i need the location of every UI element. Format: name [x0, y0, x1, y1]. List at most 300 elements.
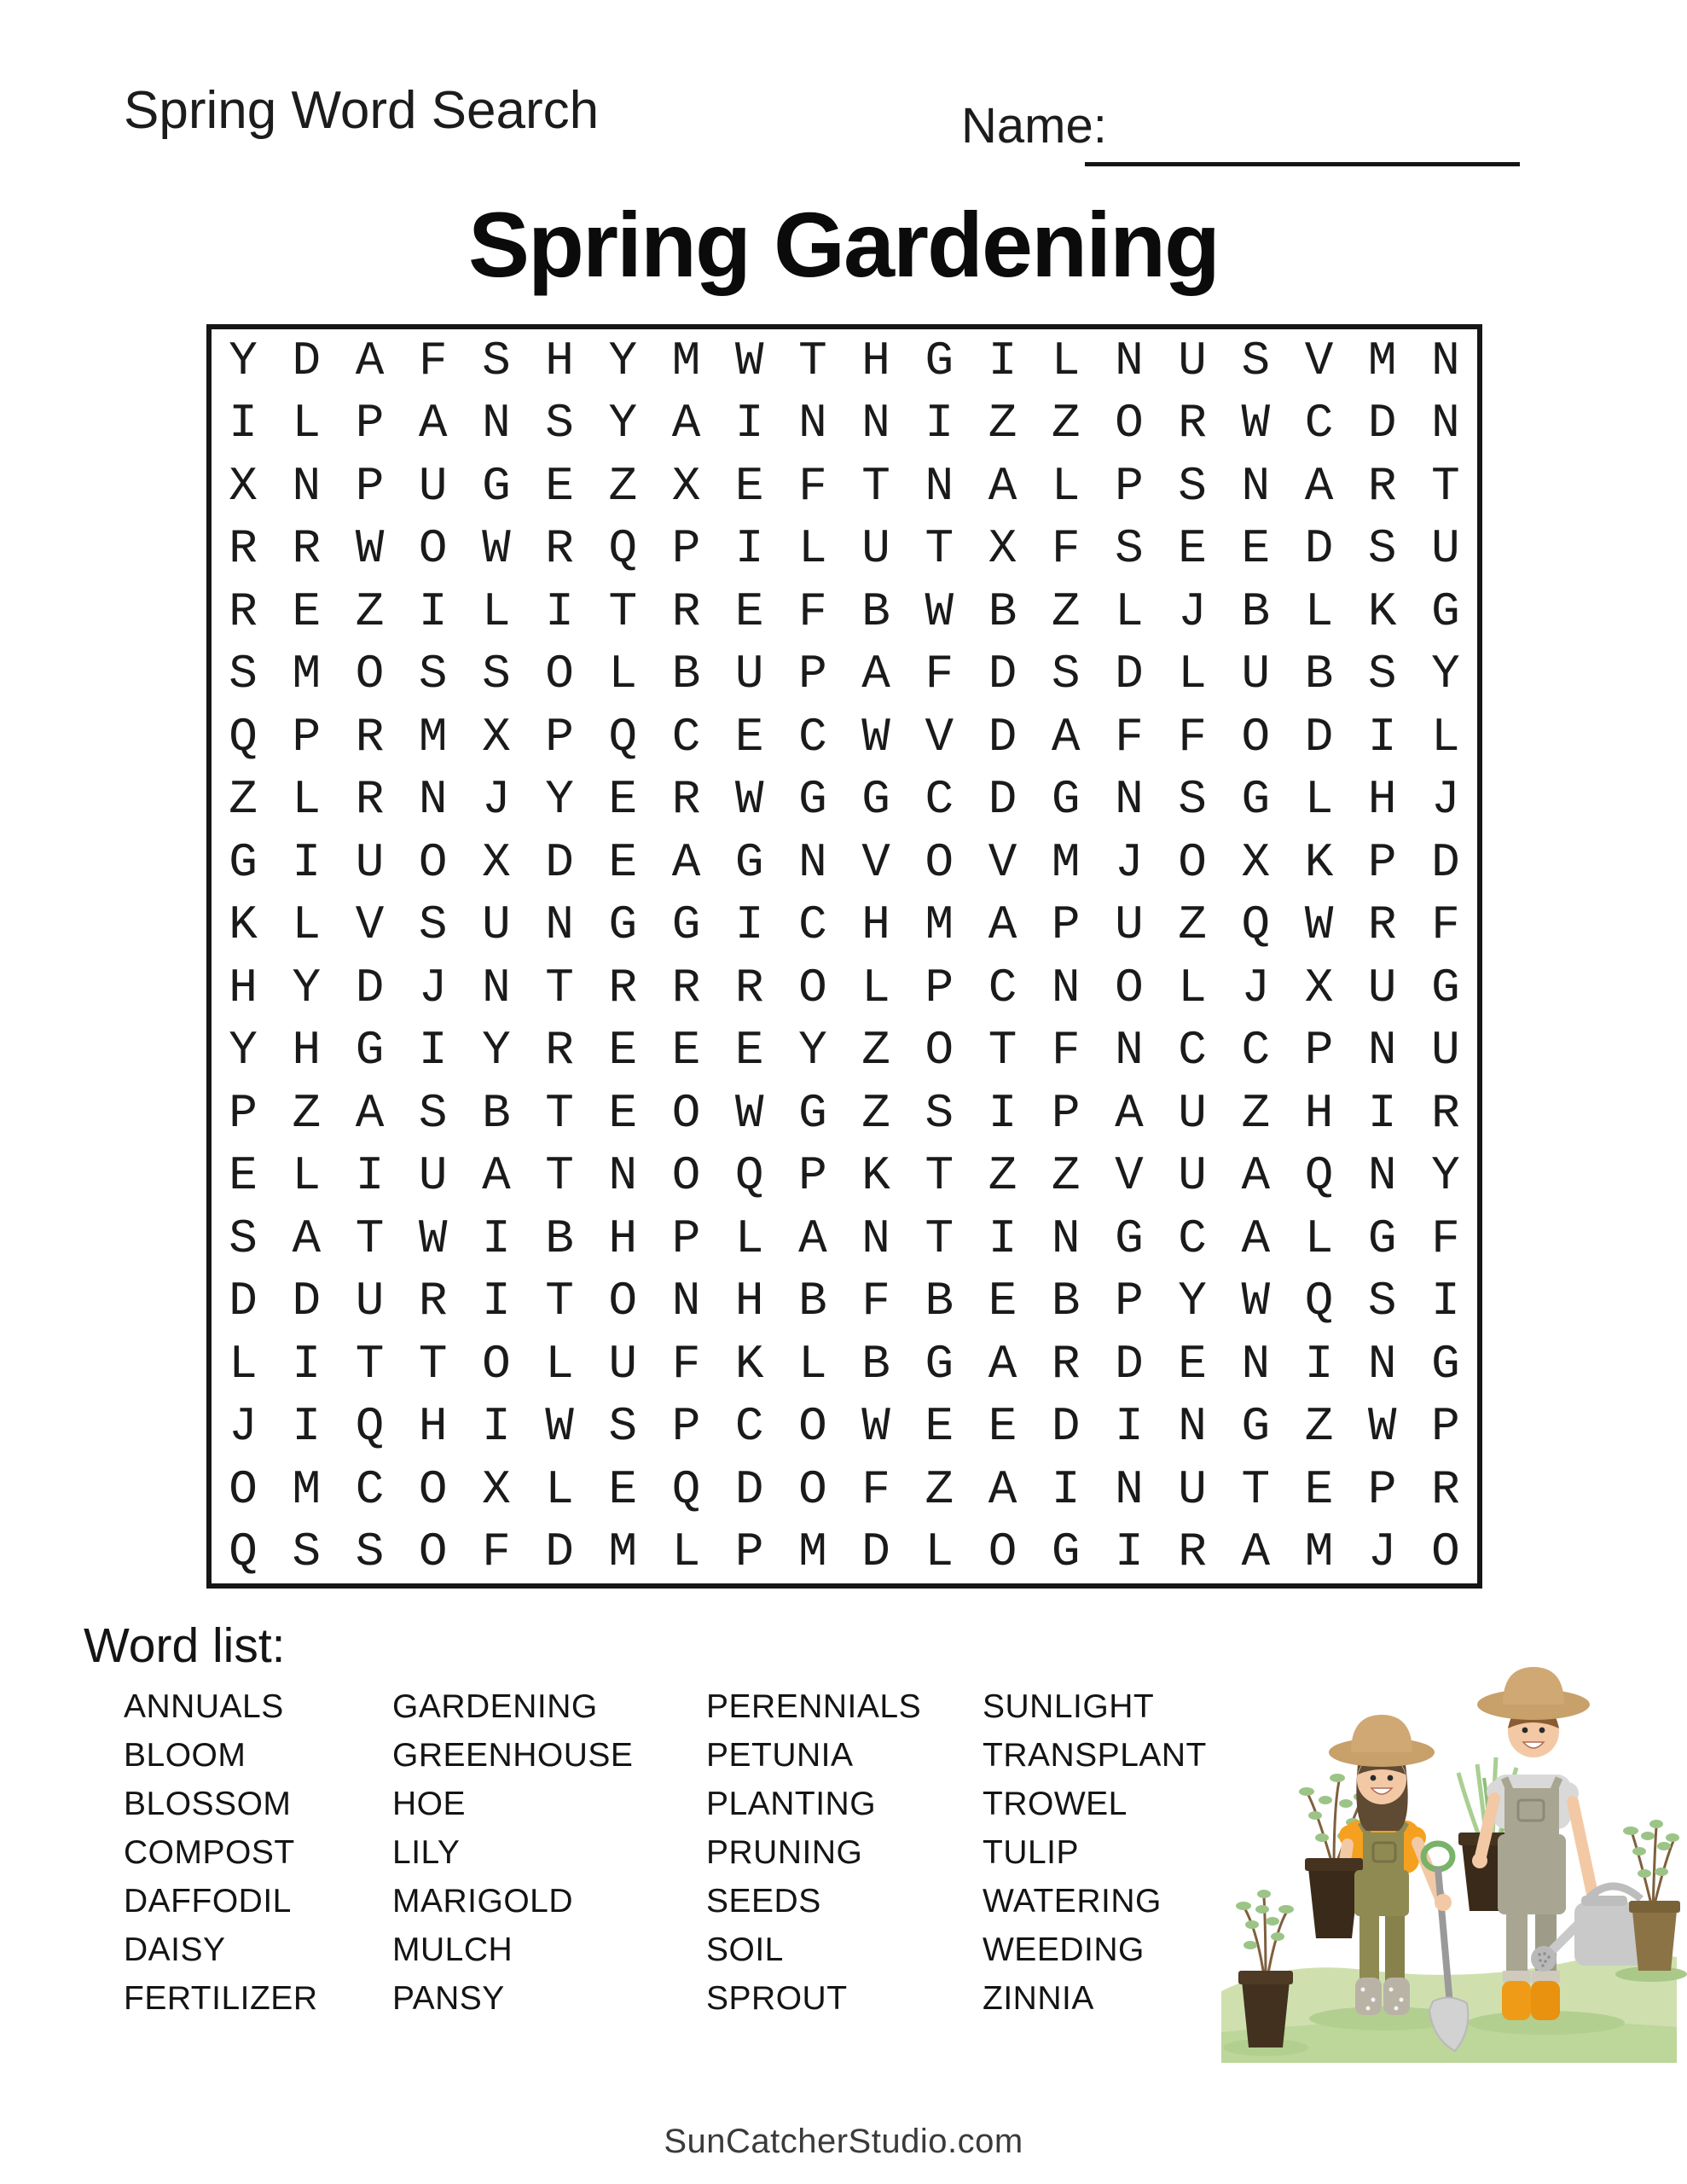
grid-letter: Z: [861, 1085, 890, 1141]
grid-letter: L: [1051, 458, 1081, 514]
grid-letter: G: [798, 1085, 827, 1141]
grid-letter: D: [292, 1274, 322, 1329]
letter-grid: [206, 324, 1482, 1589]
grid-letter: C: [734, 1399, 764, 1455]
grid-letter: Q: [734, 1148, 764, 1204]
grid-letter: G: [1367, 1211, 1397, 1266]
grid-letter: W: [861, 709, 890, 764]
grid-letter: A: [861, 647, 890, 702]
grid-letter: Q: [608, 521, 638, 577]
grid-letter: Z: [292, 1085, 322, 1141]
grid-letter: Y: [1431, 647, 1460, 702]
source-website: SunCatcherStudio.com: [664, 2123, 1023, 2160]
grid-letter: J: [1115, 834, 1144, 890]
grid-letter: R: [671, 584, 701, 639]
grid-letter: R: [229, 521, 258, 577]
word-column: [392, 1682, 706, 2023]
grid-letter: F: [1051, 521, 1081, 577]
grid-letter: B: [861, 584, 890, 639]
grid-letter: O: [671, 1085, 701, 1141]
grid-letter: S: [1367, 521, 1397, 577]
word-item: GARDENING: [392, 1688, 598, 1725]
grid-letter: V: [861, 834, 890, 890]
grid-letter: U: [861, 521, 890, 577]
grid-letter: C: [1178, 1023, 1207, 1078]
grid-letter: O: [671, 1148, 701, 1204]
grid-letter: W: [545, 1399, 574, 1455]
grid-letter: S: [482, 647, 511, 702]
grid-letter: B: [671, 647, 701, 702]
grid-letter: D: [1304, 709, 1334, 764]
grid-letter: D: [1051, 1399, 1081, 1455]
grid-letter: A: [1115, 1085, 1144, 1141]
grid-letter: O: [798, 960, 827, 1015]
grid-letter: R: [292, 521, 322, 577]
grid-letter: S: [229, 647, 258, 702]
grid-letter: L: [1304, 1211, 1334, 1266]
grid-letter: D: [1115, 1336, 1144, 1391]
grid-letter: C: [1241, 1023, 1271, 1078]
grid-letter: I: [734, 521, 764, 577]
grid-letter: N: [1115, 1023, 1144, 1078]
grid-letter: T: [988, 1023, 1017, 1078]
grid-letter: I: [1304, 1336, 1334, 1391]
grid-letter: T: [418, 1336, 448, 1391]
grid-letter: I: [925, 396, 954, 451]
grid-letter: H: [734, 1274, 764, 1329]
grid-letter: Q: [1241, 897, 1271, 953]
grid-letter: M: [608, 1525, 638, 1580]
grid-letter: E: [925, 1399, 954, 1455]
grid-letter: U: [1241, 647, 1271, 702]
gardeners-illustration: [1209, 1653, 1687, 2063]
grid-letter: K: [1367, 584, 1397, 639]
grid-letter: O: [418, 1461, 448, 1517]
grid-letter: L: [545, 1336, 574, 1391]
grid-letter: S: [418, 1085, 448, 1141]
puzzle-title: Spring Gardening: [467, 193, 1220, 296]
grid-letter: E: [608, 1461, 638, 1517]
grid-letter: N: [1115, 333, 1144, 388]
grid-letter: S: [545, 396, 574, 451]
grid-letter: E: [734, 1023, 764, 1078]
word-item: FERTILIZER: [124, 1980, 318, 2017]
word-item: DAISY: [124, 1931, 226, 1968]
grid-letter: B: [545, 1211, 574, 1266]
grid-letter: P: [355, 458, 385, 514]
word-item: TRANSPLANT: [983, 1737, 1207, 1774]
grid-letter: L: [292, 396, 322, 451]
grid-letter: U: [355, 834, 385, 890]
grid-letter: Y: [292, 960, 322, 1015]
grid-letter: C: [1304, 396, 1334, 451]
grid-letter: X: [482, 1461, 511, 1517]
grid-letter: G: [1241, 1399, 1271, 1455]
grid-letter: Y: [229, 333, 258, 388]
grid-letter: G: [355, 1023, 385, 1078]
grid-letter: V: [1304, 333, 1334, 388]
grid-letter: D: [355, 960, 385, 1015]
word-item: DAFFODIL: [124, 1883, 292, 1920]
grid-letter: Q: [229, 1525, 258, 1580]
grid-letter: T: [355, 1336, 385, 1391]
grid-letter: B: [861, 1336, 890, 1391]
grid-letter: P: [734, 1525, 764, 1580]
grid-letter: D: [545, 834, 574, 890]
grid-letter: A: [671, 396, 701, 451]
grid-letter: Y: [608, 396, 638, 451]
grid-letter: W: [482, 521, 511, 577]
grid-letter: C: [988, 960, 1017, 1015]
grid-letter: S: [1178, 772, 1207, 828]
grid-letter: S: [1241, 333, 1271, 388]
grid-letter: C: [1178, 1211, 1207, 1266]
grid-letter: T: [608, 584, 638, 639]
grid-letter: U: [608, 1336, 638, 1391]
grid-letter: P: [545, 709, 574, 764]
grid-letter: P: [292, 709, 322, 764]
grid-letter: G: [482, 458, 511, 514]
grid-letter: U: [734, 647, 764, 702]
grid-letter: N: [1367, 1336, 1397, 1391]
grid-letter: R: [229, 584, 258, 639]
grid-letter: J: [1367, 1525, 1397, 1580]
grid-letter: P: [1367, 1461, 1397, 1517]
grid-letter: I: [988, 1085, 1017, 1141]
grid-letter: S: [1051, 647, 1081, 702]
grid-letter: Y: [1431, 1148, 1460, 1204]
grid-letter: X: [482, 834, 511, 890]
grid-letter: N: [861, 1211, 890, 1266]
grid-letter: O: [545, 647, 574, 702]
grid-letter: E: [1178, 1336, 1207, 1391]
grid-letter: O: [1178, 834, 1207, 890]
grid-letter: L: [1431, 709, 1460, 764]
grid-letter: U: [418, 458, 448, 514]
grid-letter: E: [292, 584, 322, 639]
grid-letter: I: [292, 1336, 322, 1391]
grid-letter: E: [545, 458, 574, 514]
grid-letter: O: [418, 834, 448, 890]
grid-letter: A: [988, 458, 1017, 514]
grid-letter: T: [925, 1211, 954, 1266]
grid-letter: P: [355, 396, 385, 451]
grid-letter: I: [482, 1399, 511, 1455]
grid-letter: Y: [229, 1023, 258, 1078]
grid-letter: T: [925, 521, 954, 577]
grid-letter: P: [671, 521, 701, 577]
grid-letter: O: [1115, 960, 1144, 1015]
grid-letter: R: [671, 772, 701, 828]
grid-letter: S: [229, 1211, 258, 1266]
grid-letter: R: [608, 960, 638, 1015]
grid-letter: T: [798, 333, 827, 388]
grid-letter: U: [1178, 1148, 1207, 1204]
grid-letter: X: [482, 709, 511, 764]
word-item: COMPOST: [124, 1834, 295, 1871]
grid-letter: X: [988, 521, 1017, 577]
grid-letter: E: [229, 1148, 258, 1204]
word-item: PRUNING: [706, 1834, 863, 1871]
grid-letter: N: [482, 960, 511, 1015]
grid-letter: G: [1431, 584, 1460, 639]
grid-letter: P: [229, 1085, 258, 1141]
grid-letter: F: [1431, 1211, 1460, 1266]
grid-letter: J: [482, 772, 511, 828]
grid-letter: L: [1304, 584, 1334, 639]
grid-letter: N: [798, 396, 827, 451]
grid-letter: S: [1367, 1274, 1397, 1329]
grid-letter: N: [1431, 396, 1460, 451]
grid-letter: D: [734, 1461, 764, 1517]
grid-letter: N: [1241, 458, 1271, 514]
grid-letter: U: [1178, 1085, 1207, 1141]
grid-letter: J: [229, 1399, 258, 1455]
grid-letter: A: [292, 1211, 322, 1266]
grid-letter: I: [545, 584, 574, 639]
grid-letter: L: [292, 897, 322, 953]
grid-letter: H: [1367, 772, 1397, 828]
grid-letter: N: [671, 1274, 701, 1329]
grid-letter: R: [355, 772, 385, 828]
grid-letter: P: [1051, 1085, 1081, 1141]
grid-letter: I: [1367, 709, 1397, 764]
grid-letter: I: [1115, 1525, 1144, 1580]
grid-letter: L: [925, 1525, 954, 1580]
grid-letter: W: [1304, 897, 1334, 953]
grid-letter: T: [545, 960, 574, 1015]
grid-letter: H: [545, 333, 574, 388]
grid-letter: Q: [1304, 1148, 1334, 1204]
grid-letter: A: [1241, 1148, 1271, 1204]
grid-letter: R: [1431, 1461, 1460, 1517]
grid-letter: U: [1367, 960, 1397, 1015]
grid-letter: S: [292, 1525, 322, 1580]
grid-letter: C: [355, 1461, 385, 1517]
word-item: GREENHOUSE: [392, 1737, 634, 1774]
grid-letter: A: [1051, 709, 1081, 764]
grid-letter: U: [1431, 521, 1460, 577]
grid-letter: C: [798, 709, 827, 764]
grid-letter: I: [734, 897, 764, 953]
grid-letter: S: [418, 647, 448, 702]
word-item: PERENNIALS: [706, 1688, 922, 1725]
grid-letter: P: [1431, 1399, 1460, 1455]
grid-letter: G: [861, 772, 890, 828]
grid-letter: U: [418, 1148, 448, 1204]
grid-letter: M: [1051, 834, 1081, 890]
grid-letter: N: [608, 1148, 638, 1204]
grid-letter: O: [925, 1023, 954, 1078]
grid-letter: A: [418, 396, 448, 451]
word-column: [983, 1682, 1207, 2023]
sheet-title: Spring Word Search: [124, 81, 600, 140]
grid-letter: N: [861, 396, 890, 451]
grid-letter: F: [861, 1274, 890, 1329]
grid-letter: R: [1178, 1525, 1207, 1580]
grid-letter: T: [545, 1148, 574, 1204]
word-item: WEEDING: [983, 1931, 1145, 1968]
grid-letter: B: [1304, 647, 1334, 702]
grid-letter: L: [1178, 960, 1207, 1015]
grid-letter: E: [988, 1399, 1017, 1455]
grid-letter: F: [1431, 897, 1460, 953]
grid-letter: G: [734, 834, 764, 890]
grid-letter: Z: [1241, 1085, 1271, 1141]
grid-letter: E: [734, 584, 764, 639]
grid-letter: H: [418, 1399, 448, 1455]
grid-letter: K: [734, 1336, 764, 1391]
grid-letter: L: [292, 772, 322, 828]
grid-letter: H: [229, 960, 258, 1015]
grid-letter: Z: [1051, 584, 1081, 639]
grid-letter: I: [418, 1023, 448, 1078]
grid-letter: H: [292, 1023, 322, 1078]
grid-letter: G: [1051, 1525, 1081, 1580]
grid-letter: F: [418, 333, 448, 388]
grid-letter: F: [925, 647, 954, 702]
grid-letter: S: [482, 333, 511, 388]
grid-letter: T: [1431, 458, 1460, 514]
grid-letter: A: [355, 333, 385, 388]
grid-letter: L: [1304, 772, 1334, 828]
grid-letter: W: [925, 584, 954, 639]
grid-letter: D: [988, 772, 1017, 828]
grid-letter: N: [1178, 1399, 1207, 1455]
grid-letter: Z: [861, 1023, 890, 1078]
word-item: SPROUT: [706, 1980, 848, 2017]
grid-letter: N: [1367, 1023, 1397, 1078]
grid-letter: Y: [1178, 1274, 1207, 1329]
grid-letter: W: [355, 521, 385, 577]
grid-letter: M: [418, 709, 448, 764]
grid-letter: L: [608, 647, 638, 702]
grid-letter: E: [1178, 521, 1207, 577]
grid-letter: W: [734, 772, 764, 828]
grid-letter: L: [482, 584, 511, 639]
grid-letter: S: [925, 1085, 954, 1141]
grid-letter: Y: [608, 333, 638, 388]
grid-letter: V: [355, 897, 385, 953]
word-item: ANNUALS: [124, 1688, 284, 1725]
grid-letter: H: [861, 897, 890, 953]
grid-letter: U: [1178, 1461, 1207, 1517]
grid-letter: P: [1051, 897, 1081, 953]
grid-letter: S: [1178, 458, 1207, 514]
grid-letter: P: [671, 1211, 701, 1266]
grid-letter: R: [671, 960, 701, 1015]
grid-letter: D: [1367, 396, 1397, 451]
grid-letter: I: [482, 1211, 511, 1266]
grid-letter: A: [355, 1085, 385, 1141]
grid-letter: T: [925, 1148, 954, 1204]
grid-letter: F: [1051, 1023, 1081, 1078]
grid-letter: O: [988, 1525, 1017, 1580]
grid-letter: Z: [1051, 1148, 1081, 1204]
grid-letter: A: [1241, 1525, 1271, 1580]
grid-letter: R: [1367, 458, 1397, 514]
grid-letter: E: [1304, 1461, 1334, 1517]
grid-letter: M: [292, 647, 322, 702]
grid-letter: J: [418, 960, 448, 1015]
grid-letter: N: [1051, 960, 1081, 1015]
grid-letter: L: [734, 1211, 764, 1266]
grid-letter: M: [1367, 333, 1397, 388]
grid-letter: Z: [988, 396, 1017, 451]
grid-letter: N: [418, 772, 448, 828]
grid-letter: F: [798, 458, 827, 514]
grid-letter: A: [1304, 458, 1334, 514]
grid-letter: Y: [798, 1023, 827, 1078]
grid-letter: V: [988, 834, 1017, 890]
grid-letter: X: [1304, 960, 1334, 1015]
grid-letter: P: [1115, 458, 1144, 514]
grid-letter: M: [925, 897, 954, 953]
grid-letter: R: [355, 709, 385, 764]
grid-letter: L: [671, 1525, 701, 1580]
grid-letter: D: [861, 1525, 890, 1580]
grid-letter: Q: [608, 709, 638, 764]
grid-letter: A: [482, 1148, 511, 1204]
grid-letter: Z: [608, 458, 638, 514]
grid-letter: M: [1304, 1525, 1334, 1580]
grid-letter: R: [545, 521, 574, 577]
grid-letter: N: [292, 458, 322, 514]
grid-letter: G: [925, 333, 954, 388]
grid-letter: O: [798, 1461, 827, 1517]
grid-letter: P: [1367, 834, 1397, 890]
grid-letter: S: [1115, 521, 1144, 577]
grid-letter: A: [1241, 1211, 1271, 1266]
grid-letter: I: [988, 333, 1017, 388]
grid-letter: H: [608, 1211, 638, 1266]
grid-letter: P: [798, 1148, 827, 1204]
grid-letter: D: [229, 1274, 258, 1329]
grid-letter: T: [355, 1211, 385, 1266]
grid-letter: L: [798, 521, 827, 577]
grid-letter: U: [482, 897, 511, 953]
grid-letter: O: [355, 647, 385, 702]
word-item: SUNLIGHT: [983, 1688, 1155, 1725]
grid-letter: I: [988, 1211, 1017, 1266]
grid-letter: I: [418, 584, 448, 639]
grid-letter: N: [1115, 1461, 1144, 1517]
word-item: SEEDS: [706, 1883, 821, 1920]
grid-letter: O: [1241, 709, 1271, 764]
grid-letter: S: [418, 897, 448, 953]
grid-letter: A: [798, 1211, 827, 1266]
grid-letter: Z: [925, 1461, 954, 1517]
word-item: BLOOM: [124, 1737, 246, 1774]
grid-letter: C: [798, 897, 827, 953]
grid-letter: D: [988, 647, 1017, 702]
grid-letter: W: [418, 1211, 448, 1266]
grid-letter: L: [229, 1336, 258, 1391]
grid-letter: W: [1241, 396, 1271, 451]
grid-letter: L: [1051, 333, 1081, 388]
grid-letter: K: [229, 897, 258, 953]
grid-letter: O: [798, 1399, 827, 1455]
grid-letter: Q: [1304, 1274, 1334, 1329]
grid-letter: B: [925, 1274, 954, 1329]
grid-letter: S: [608, 1399, 638, 1455]
grid-letter: Z: [1051, 396, 1081, 451]
grid-letter: P: [925, 960, 954, 1015]
grid-letter: Z: [229, 772, 258, 828]
grid-letter: G: [1241, 772, 1271, 828]
grid-letter: K: [1304, 834, 1334, 890]
name-label: Name:: [961, 98, 1107, 154]
